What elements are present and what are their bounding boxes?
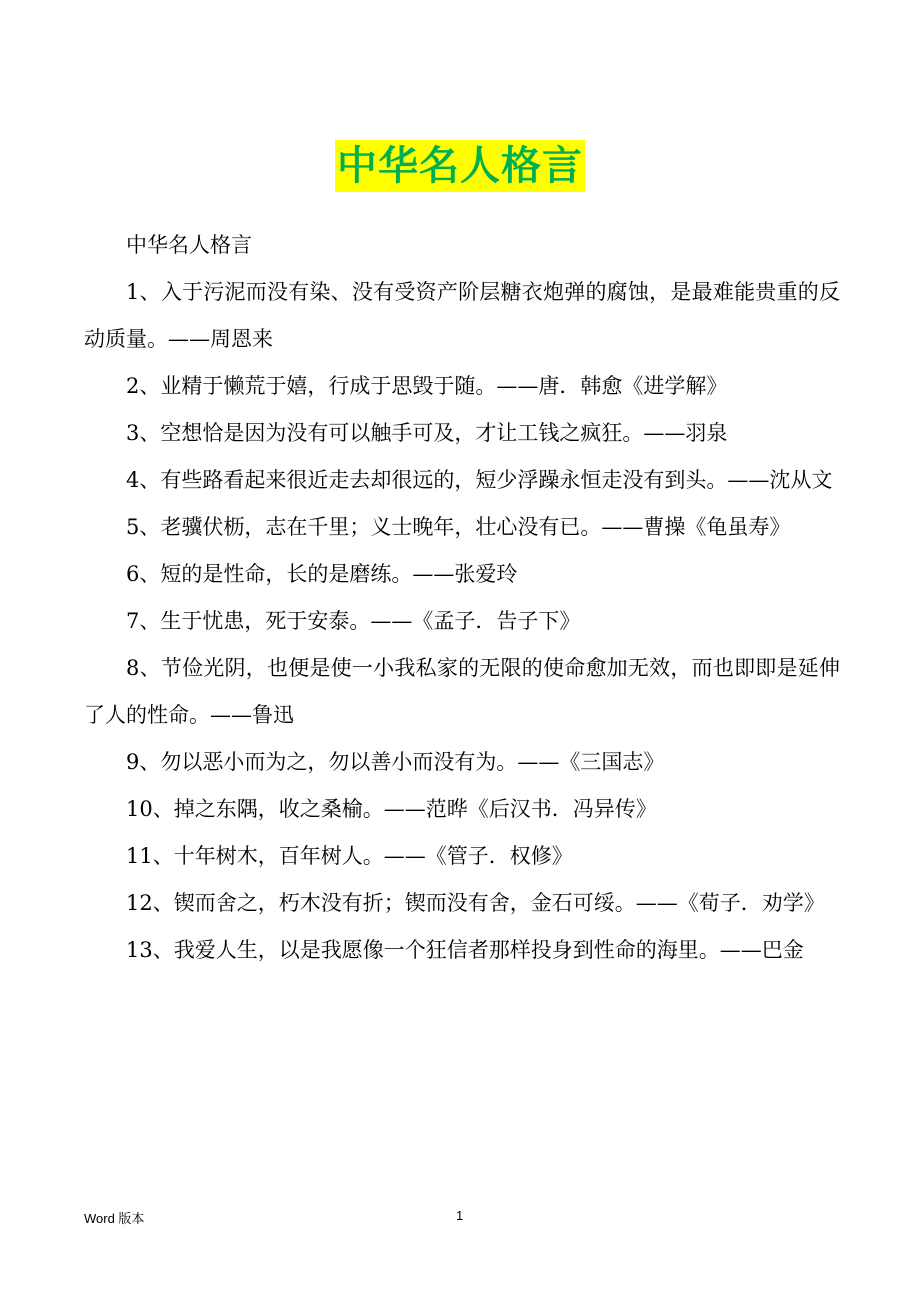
quote-paragraph: 4、有些路看起来很近走去却很远的，短少浮躁永恒走没有到头。——沈从文: [126, 468, 833, 492]
quote-paragraph: 11、十年树木，百年树人。——《管子．权修》: [126, 844, 573, 868]
quote-paragraph: 1、入于污泥而没有染、没有受资产阶层糖衣炮弹的腐蚀，是最难能贵重的反动质量。——周恩来: [84, 280, 840, 351]
page-number: 1: [456, 1208, 464, 1223]
document-title: 中华名人格言: [335, 140, 585, 192]
quote-paragraph: 7、生于忧患，死于安泰。——《孟子．告子下》: [126, 609, 581, 633]
quote-paragraph: 9、勿以恶小而为之，勿以善小而没有为。——《三国志》: [126, 750, 665, 774]
quote-paragraph: 6、短的是性命，长的是磨练。——张爱玲: [126, 562, 518, 586]
quote-paragraph: 13、我爱人生，以是我愿像一个狂信者那样投身到性命的海里。——巴金: [126, 938, 804, 962]
quote-paragraph: 5、老骥伏枥，志在千里；义士晚年，壮心没有已。——曹操《龟虽寿》: [126, 515, 791, 539]
quote-paragraph: 2、业精于懒荒于嬉，行成于思毁于随。——唐．韩愈《进学解》: [126, 374, 728, 398]
document-body: [84, 222, 840, 974]
quote-paragraph: 3、空想恰是因为没有可以触手可及，才让工钱之疯狂。——羽泉: [126, 421, 728, 445]
subtitle-paragraph: 中华名人格言: [126, 233, 252, 257]
quote-paragraph: 12、锲而舍之，朽木没有折；锲而没有舍，金石可绥。——《荀子．劝学》: [126, 891, 825, 915]
quote-paragraph: 8、节俭光阴，也便是使一小我私家的无限的使命愈加无效，而也即即是延伸了人的性命。——鲁迅: [84, 656, 840, 727]
quote-paragraph: 10、掉之东隅，收之桑榆。——范晔《后汉书．冯异传》: [126, 797, 657, 821]
footer-label: Word 版本: [84, 1211, 145, 1226]
title-container: [0, 140, 920, 192]
